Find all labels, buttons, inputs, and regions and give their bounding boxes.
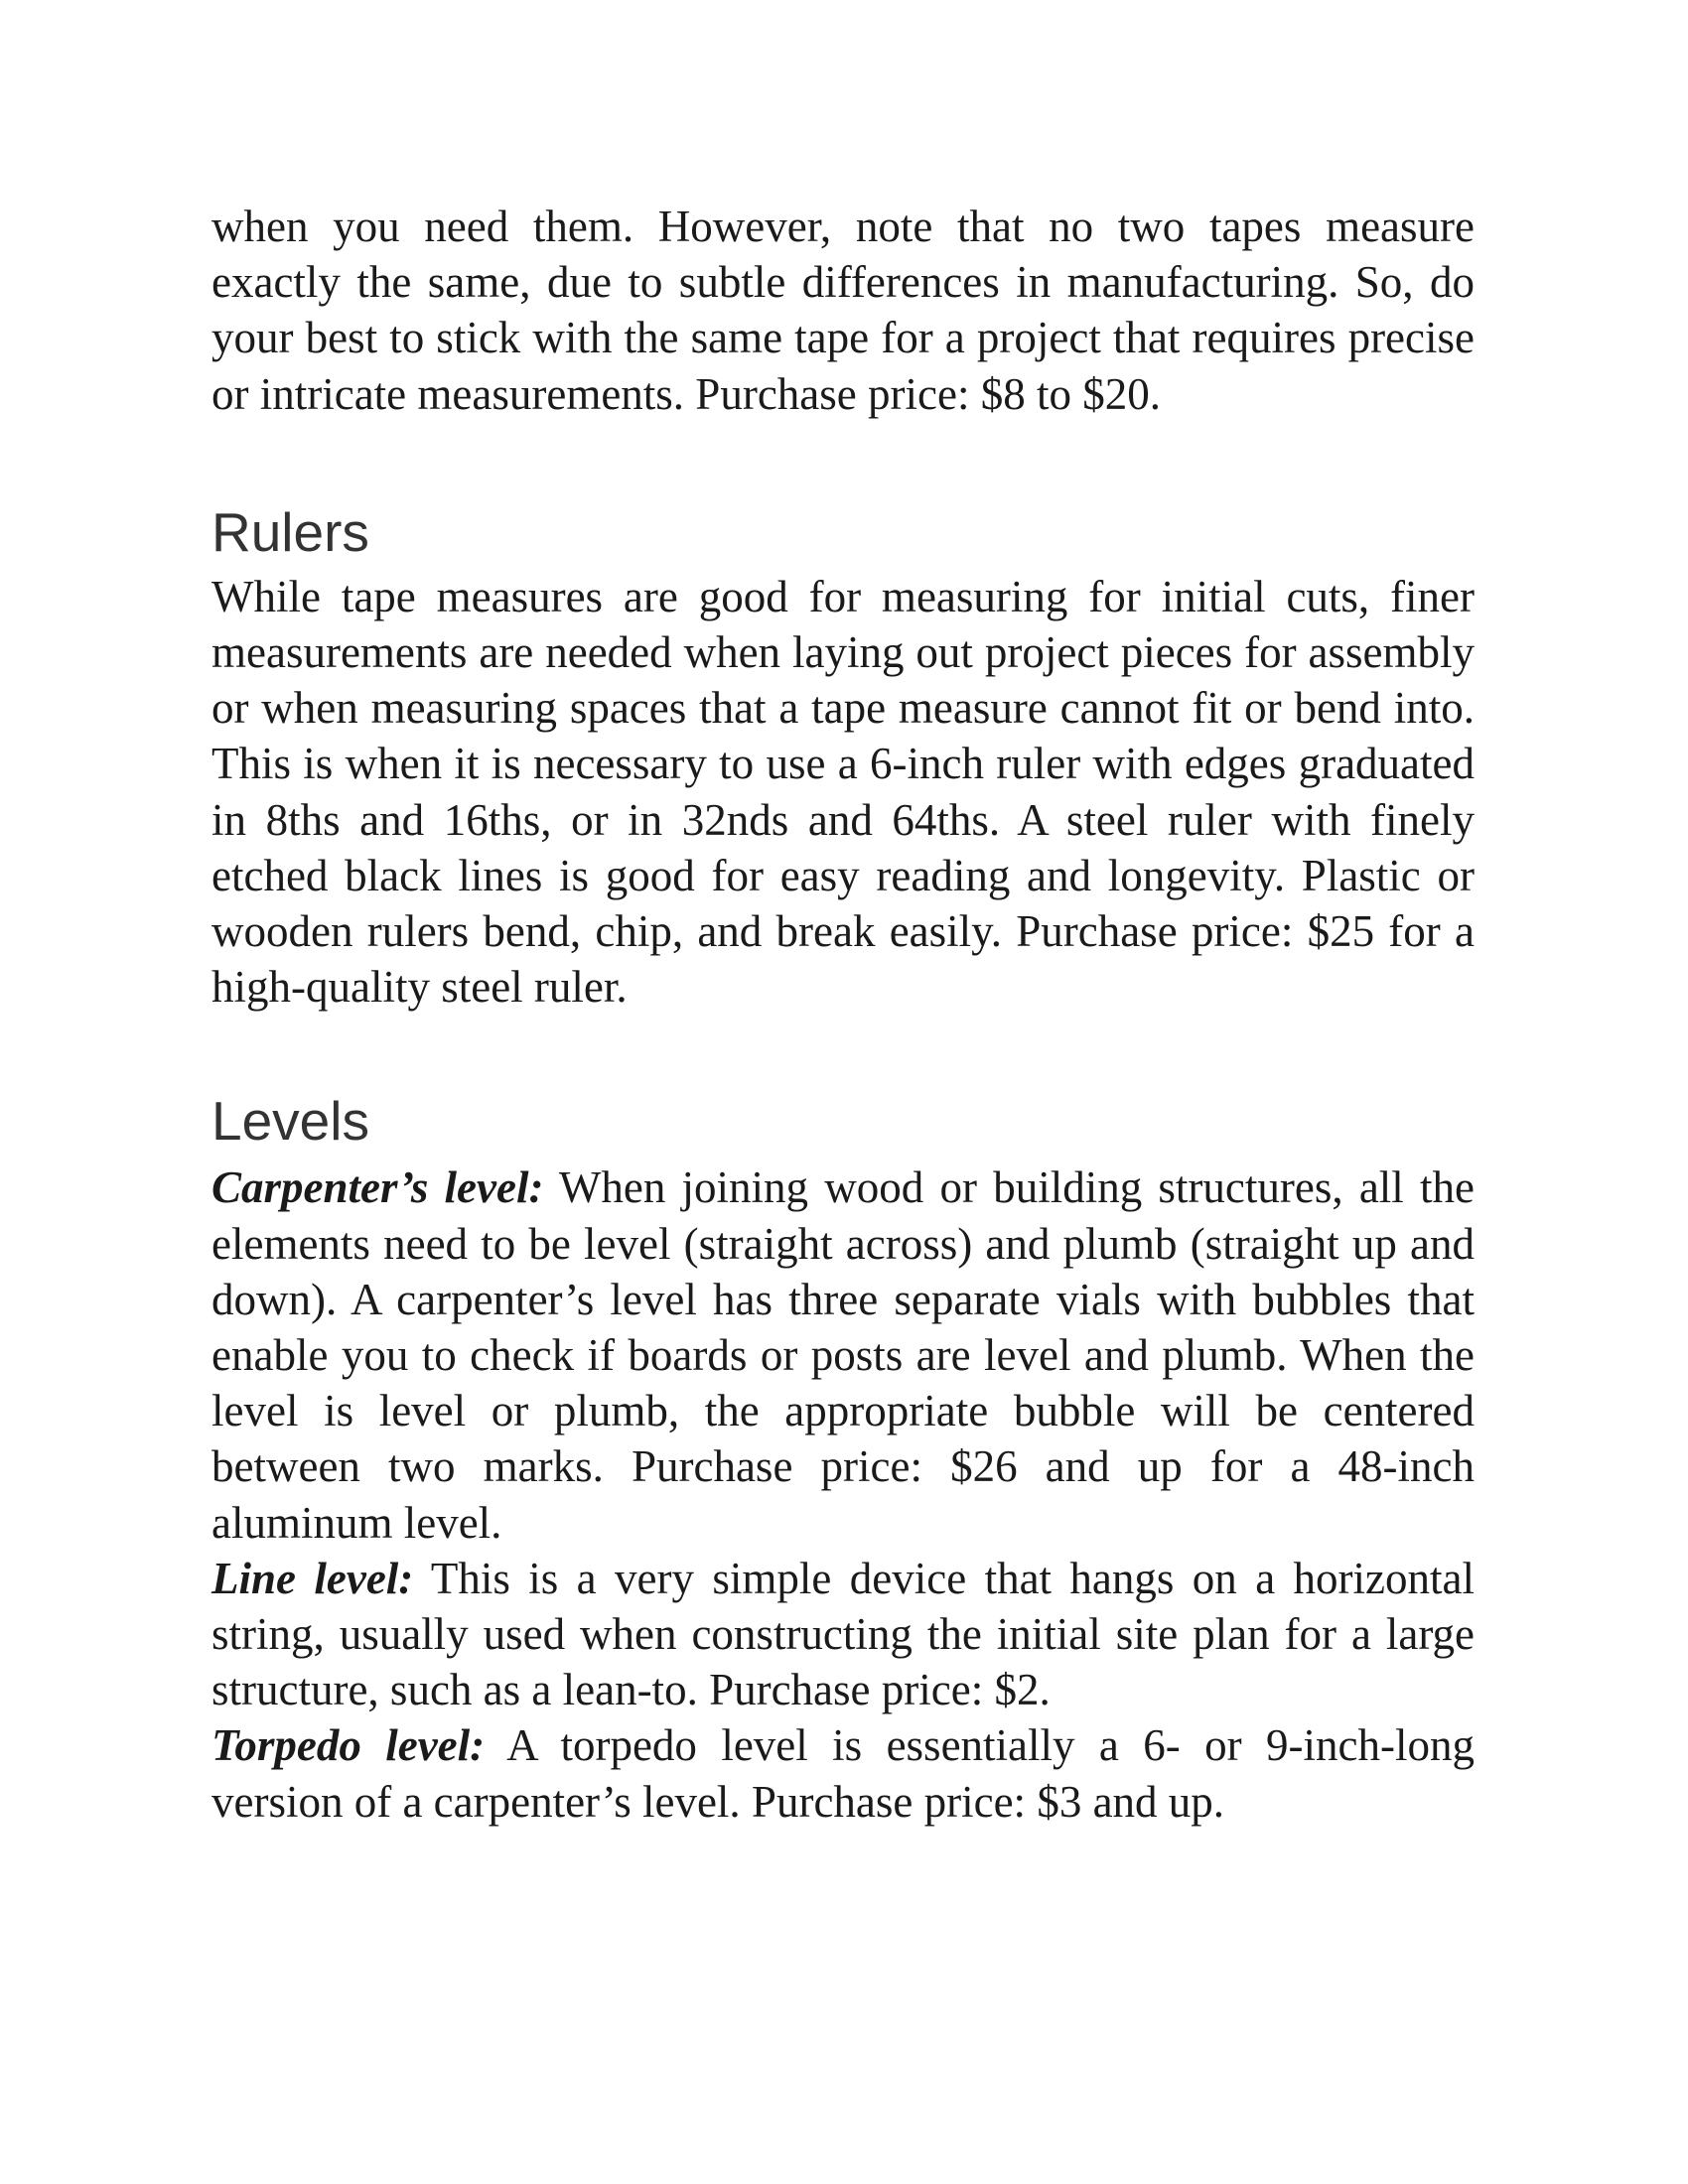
rulers-paragraph: While tape measures are good for measuring for initial cuts, finer measurements are needed when laying out project pieces for assembly or when measuring spaces that a tape measure cannot fit or bend into. This is when it is necessary to use a 6-inch ruler with edges graduated in 8ths and 16ths, or in 32nds and 64ths. A steel ruler with finely etched black lines is good for easy reading and longevity. Plastic or wooden rulers bend, chip, and break easily. Purchase price: $25 for a high-quality steel ruler. [211, 571, 1475, 1013]
torpedo-level-term: Torpedo level: [211, 1720, 486, 1771]
line-level-term: Line level: [211, 1553, 414, 1603]
torpedo-level-paragraph [211, 1717, 1475, 1829]
document-page [211, 199, 1475, 1830]
line-level-text: This is a very simple device that hangs on a horizontal string, usually used when constructing the initial site plan for a large structure, such as a lean-to. Purchase price: $2. [211, 1553, 1475, 1715]
carpenters-level-term: Carpenter’s level: [211, 1162, 544, 1213]
levels-heading: Levels [211, 1090, 369, 1153]
torpedo-level-text: A torpedo level is essentially a 6- or 9-inch-long version of a carpenter’s level. Purchase price: $3 and up. [211, 1720, 1475, 1827]
line-level-paragraph [211, 1551, 1475, 1718]
rulers-heading: Rulers [211, 500, 369, 563]
carpenters-level-text: When joining wood or building structures, all the elements need to be level (straight across) and plumb (straight up and down). A carpenter’s level has three separate vials with bubbles that enable you to check if boards or posts are level and plumb. When the level is level or plumb, the appropriate bubble will be centered between two marks. Purchase price: $26 and up for a 48-inch aluminum level. [211, 1162, 1476, 1548]
intro-paragraph: when you need them. However, note that no two tapes measure exactly the same, due to subtle differences in manufacturing. So, do your best to stick with the same tape for a project that requires precise or intricate measurements. Purchase price: $8 to $20. [211, 202, 1475, 419]
carpenters-level-paragraph [211, 1160, 1475, 1550]
